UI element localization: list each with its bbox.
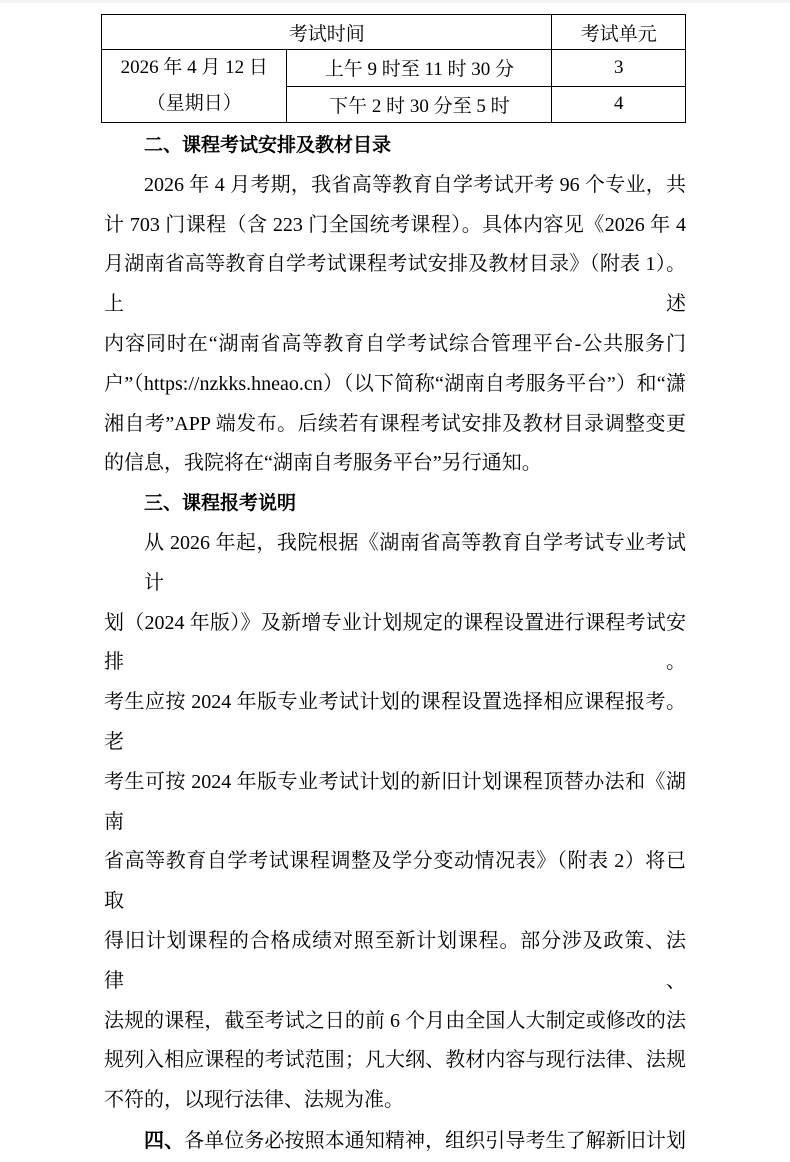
paragraph-line: 划（2024 年版）》及新增专业计划规定的课程设置进行课程考试安排。: [104, 611, 686, 674]
paragraph-text: 各单位务必按照本通知精神，组织引导考生了解新旧计划: [184, 1129, 687, 1152]
paragraph-line: 得旧计划课程的合格成绩对照至新计划课程。部分涉及政策、法律、: [104, 929, 686, 992]
section-heading: 四、: [144, 1127, 185, 1152]
document-body: [104, 126, 686, 1162]
header-exam-unit: 考试单元: [552, 15, 686, 50]
paragraph-line: 内容同时在“湖南省高等教育自学考试综合管理平台-公共服务门: [104, 332, 686, 355]
exam-weekday: （星期日）: [146, 93, 242, 114]
paragraph-line: 考生可按 2024 年版专业考试计划的新旧计划课程顶替办法和《湖南: [104, 770, 686, 833]
section4-line: [104, 1121, 686, 1162]
session-time: 上午 9 时至 11 时 30 分: [287, 50, 552, 87]
paragraph-line: 规列入相应课程的考试范围；凡大纲、教材内容与现行法律、法规: [104, 1049, 686, 1072]
paragraph-line: 不符的，以现行法律、法规为准。: [104, 1089, 404, 1112]
paragraph-line: 湘自考”APP 端发布。后续若有课程考试安排及教材目录调整变更: [104, 412, 686, 435]
section-heading: 三、课程报考说明: [144, 492, 297, 515]
session-time: 下午 2 时 30 分至 5 时: [287, 86, 552, 123]
exam-date-cell: [102, 50, 287, 123]
paragraph-line: 月湖南省高等教育自学考试课程考试安排及教材目录》（附表 1）。上述: [104, 253, 686, 316]
paragraph-line: 从 2026 年起，我院根据《湖南省高等教育自学考试专业考试计: [144, 531, 686, 594]
exam-schedule-table: [101, 14, 686, 123]
header-exam-time: 考试时间: [102, 15, 552, 50]
paragraph-line: 计 703 门课程（含 223 门全国统考课程）。具体内容见《2026 年 4: [104, 213, 686, 236]
top-margin-band: [0, 0, 790, 3]
paragraph-line: 省高等教育自学考试课程调整及学分变动情况表》（附表 2）将已取: [104, 850, 686, 913]
paragraph-line: 考生应按 2024 年版专业考试计划的课程设置选择相应课程报考。老: [104, 691, 686, 753]
paragraph-line: 的信息，我院将在“湖南自考服务平台”另行通知。: [104, 452, 542, 475]
paragraph-line: 户”（https://nzkks.hneao.cn）（以下简称“湖南自考服务平台”）和“潇: [104, 372, 686, 395]
paragraph-line: 法规的课程，截至考试之日的前 6 个月由全国人大制定或修改的法: [104, 1009, 686, 1032]
table-row: [102, 50, 686, 87]
session-unit: 3: [552, 50, 686, 87]
section-heading: 二、课程考试安排及教材目录: [144, 134, 392, 156]
session-unit: 4: [552, 86, 686, 123]
table-header-row: [102, 15, 686, 50]
exam-date: 2026 年 4 月 12 日: [120, 57, 268, 78]
paragraph-line: 2026 年 4 月考期，我省高等教育自学考试开考 96 个专业，共: [144, 173, 686, 196]
